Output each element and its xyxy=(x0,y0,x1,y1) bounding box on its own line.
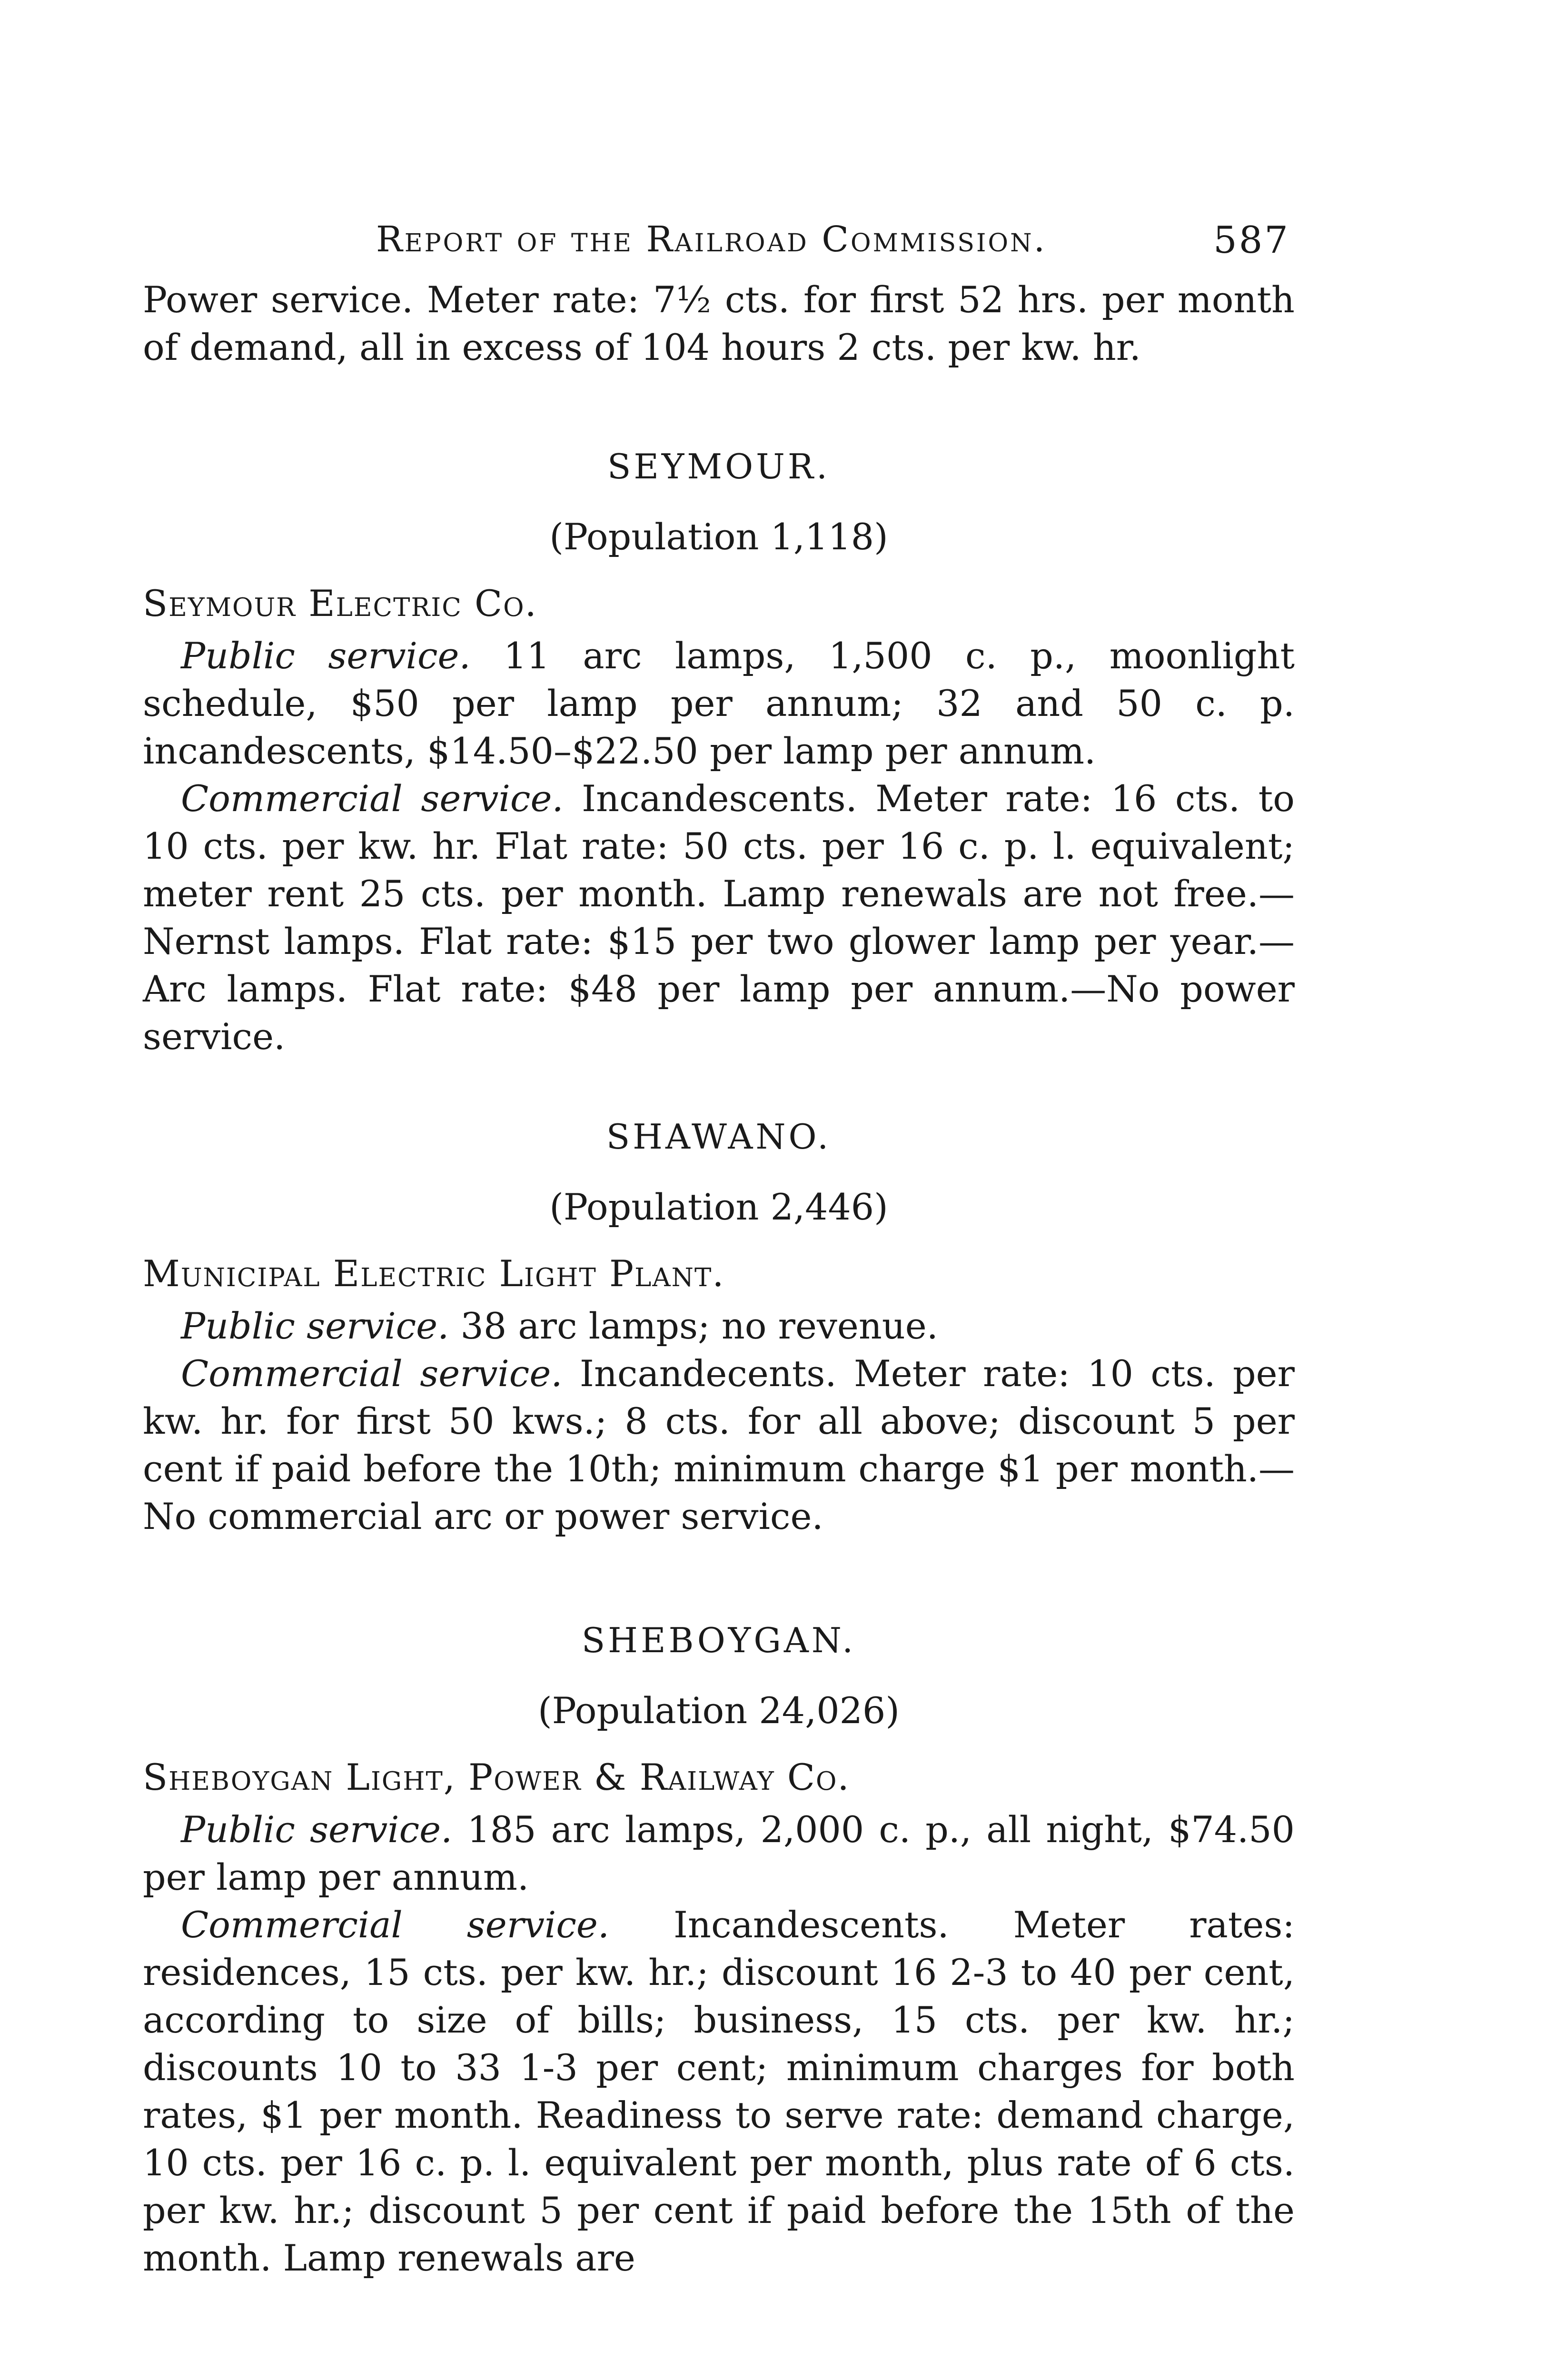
commercial-service-lead: Commercial service. xyxy=(181,1352,563,1395)
section-seymour xyxy=(143,443,1295,1061)
company-name: Municipal Electric Light Plant. xyxy=(143,1252,725,1295)
company-name: Seymour Electric Co. xyxy=(143,582,537,625)
commercial-service-text: Incandescents. Meter rates: residences, 15 cts. per kw. hr.; discount 16 2-3 to 40 per cent, according to size of bills; business, 15 cts. per kw. hr.; discounts 10 to 33 1-3 per cent; minimum charges for both rates, $1 per month. Readiness to serve rate: demand charge, 10 cts. per 16 c. p. l. equivalent per month, plus rate of 6 cts. per kw. hr.; discount 5 per cent if paid before the 15th of the month. Lamp renewals are xyxy=(143,1904,1295,2279)
commercial-service-lead: Commercial service. xyxy=(181,1904,610,1946)
town-heading: SHAWANO. xyxy=(606,1117,832,1157)
public-service-text: 38 arc lamps; no revenue. xyxy=(449,1305,938,1347)
running-header xyxy=(143,219,1295,276)
company-name: Sheboygan Light, Power & Railway Co. xyxy=(143,1756,850,1798)
header-title: Report of the Railroad Commission. xyxy=(376,219,1047,260)
population-line: (Population 2,446) xyxy=(549,1186,888,1228)
commercial-service-text: Incandecents. Meter rate: 10 cts. per kw. hr. for first 50 kws.; 8 cts. for all above; discount 5 per cent if paid before the 10th; minimum charge $1 per month.—No commercial arc or power service. xyxy=(143,1352,1295,1537)
public-service-lead: Public service. xyxy=(181,1305,449,1347)
commercial-service-paragraph xyxy=(143,1350,1295,1540)
public-service-paragraph xyxy=(143,1806,1295,1901)
section-sheboygan xyxy=(143,1616,1295,2282)
public-service-paragraph xyxy=(143,1302,1295,1350)
population-line: (Population 1,118) xyxy=(549,516,888,558)
document-page xyxy=(143,219,1295,2282)
commercial-service-paragraph xyxy=(143,1901,1295,2282)
public-service-paragraph xyxy=(143,632,1295,775)
page-number: 587 xyxy=(1213,219,1290,262)
town-heading: SEYMOUR. xyxy=(607,446,830,486)
public-service-text: 11 arc lamps, 1,500 c. p., moonlight schedule, $50 per lamp per annum; 32 and 50 c. p. incandescents, $14.50–$22.50 per lamp per annum. xyxy=(143,635,1295,772)
public-service-text: 185 arc lamps, 2,000 c. p., all night, $74.50 per lamp per annum. xyxy=(143,1808,1295,1898)
section-shawano xyxy=(143,1113,1295,1540)
continuation-paragraph: Power service. Meter rate: 7½ cts. for first 52 hrs. per month of demand, all in excess of 104 hours 2 cts. per kw. hr. xyxy=(143,278,1295,368)
commercial-service-paragraph xyxy=(143,775,1295,1061)
public-service-lead: Public service. xyxy=(181,635,471,677)
commercial-service-lead: Commercial service. xyxy=(181,777,564,820)
commercial-service-text: Incandescents. Meter rate: 16 cts. to 10 cts. per kw. hr. Flat rate: 50 cts. per 16 c. p. l. equivalent; meter rent 25 cts. per month. Lamp renewals are not free.—Nernst lamps. Flat rate: $15 per two glower lamp per year.—Arc lamps. Flat rate: $48 per lamp per annum.—No power service. xyxy=(143,777,1295,1058)
public-service-lead: Public service. xyxy=(181,1808,453,1851)
population-line: (Population 24,026) xyxy=(538,1689,900,1732)
town-heading: SHEBOYGAN. xyxy=(581,1620,856,1660)
